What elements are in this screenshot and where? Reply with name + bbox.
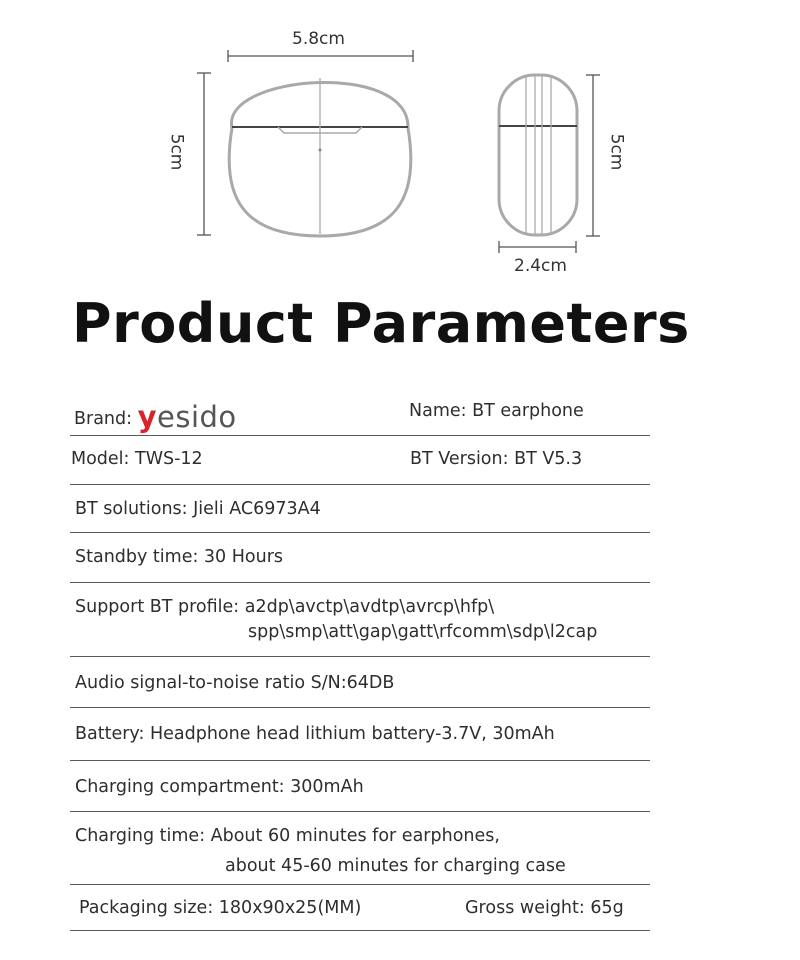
case-side-outline — [499, 75, 577, 235]
row-divider — [70, 930, 650, 931]
snr: Audio signal-to-noise ratio S/N:64DB — [75, 673, 395, 693]
depth-label: 2.4cm — [514, 256, 567, 276]
charging-time-line1: Charging time: About 60 minutes for earphones, — [75, 826, 500, 846]
row-divider — [70, 484, 650, 485]
bt-profile-line2: spp\smp\att\gap\gatt\rfcomm\sdp\l2cap — [248, 622, 598, 642]
height-label-right: 5cm — [606, 133, 627, 171]
height-label-left: 5cm — [166, 133, 187, 171]
case-front-outline — [229, 78, 411, 236]
row-divider — [70, 707, 650, 708]
charging-time-line2: about 45-60 minutes for charging case — [225, 856, 566, 876]
gross-weight: Gross weight: 65g — [465, 898, 624, 918]
charging-compartment: Charging compartment: 300mAh — [75, 777, 364, 797]
bt-solutions: BT solutions: Jieli AC6973A4 — [75, 499, 321, 519]
brand-label: Brand: — [74, 409, 133, 429]
page-title: Product Parameters — [72, 292, 690, 355]
row-divider — [70, 656, 650, 657]
product-name: Name: BT earphone — [409, 401, 584, 421]
bt-profile-line1: Support BT profile: a2dp\avctp\avdtp\avrcp\hfp\ — [75, 597, 495, 617]
row-divider — [70, 582, 650, 583]
row-divider — [70, 811, 650, 812]
row-divider — [70, 760, 650, 761]
width-label: 5.8cm — [292, 29, 345, 49]
model: Model: TWS-12 — [71, 449, 203, 469]
product-dimension-drawing — [0, 0, 800, 290]
packaging-size: Packaging size: 180x90x25(MM) — [79, 898, 362, 918]
row-divider — [70, 435, 650, 436]
spec-row-brand — [70, 390, 650, 434]
standby-time: Standby time: 30 Hours — [75, 547, 284, 567]
brand-logo: yesido — [137, 400, 237, 434]
row-divider — [70, 884, 650, 885]
row-divider — [70, 532, 650, 533]
bt-version: BT Version: BT V5.3 — [410, 449, 583, 469]
battery: Battery: Headphone head lithium battery-3.7V, 30mAh — [75, 724, 555, 744]
